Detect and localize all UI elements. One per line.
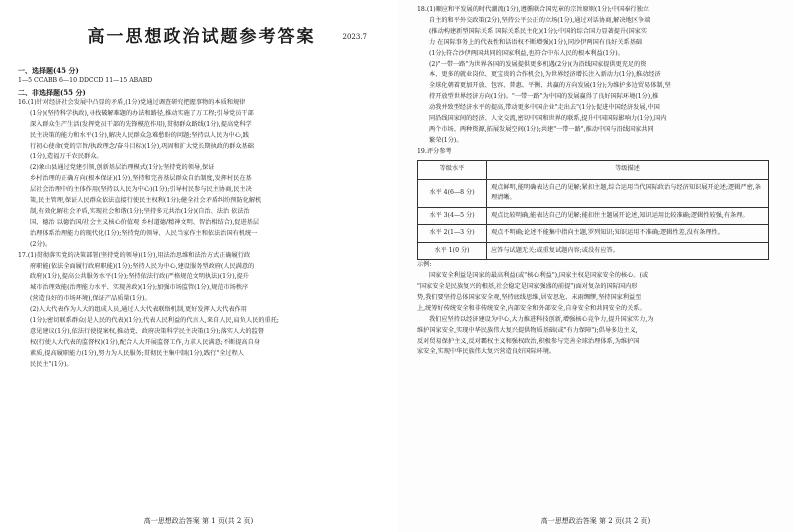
text-line: (1分)(坚持科学执政),寻找破解难题的办法和路径,推动实施了万工程;引导党员干部 xyxy=(30,109,254,117)
text-line: 势,我们要坚持总体国家安全观,坚持底线思维,居安思危、未雨绸缪,坚持国家利益至 xyxy=(417,293,642,301)
text-line: 16.(1)针对经济社会发展中凸显的矛盾,(1分)党通过调查研究把握事物的本质和规律 xyxy=(18,98,246,106)
text-line: (1分),造福万千农民群众。 xyxy=(30,153,103,161)
text-line: 18.(1)顺应和平发展的时代潮流(1分),遵循联合国宪章的宗旨原则(1分);中国奉行独立 xyxy=(417,6,649,13)
rubric-level: 水平 3(4—5 分) xyxy=(418,207,487,225)
text-line: 反对贸易保护主义,反对霸权主义和强权政治,积极参与完善全球治理体系,为维护国 xyxy=(417,337,640,345)
rubric-header-row xyxy=(418,160,769,179)
text-line: 深入群众生产生活(发挥党员干部的先锋模范作用),贯彻群众路线(1分),提高党科学 xyxy=(30,120,252,128)
text-line: 行初心使命(党的宗旨/执政理念/奋斗目标)(1分),巩固和扩大党长期执政的群众基础 xyxy=(30,142,254,150)
text-line: 同沿线国家间的经济、人文交流,密切中国和世界的联系,提升中国国际影响力(1分),国内 xyxy=(429,115,667,123)
example-text-block xyxy=(417,271,780,358)
rubric-header-level: 等级水平 xyxy=(418,160,487,179)
text-line: 全球化朝着更加开放、包容、普惠、平衡、共赢的方向发展(1分);为维护多边贸易体制,坚 xyxy=(429,82,671,90)
text-line: (1分);符合沙伊两国共同的国家利益,也符合中东人民的根本利益(1分)。 xyxy=(429,49,624,57)
rubric-table xyxy=(417,160,769,261)
text-line: 策,民主管理,保证人民群众依法直接行使民主权利(1分);健全社会矛盾纠纷预防化解机 xyxy=(30,197,262,205)
text-line: 权(行使人大代表的监督权)(1分),配合人大开展监督工作,力求人民满意;不断提高自身 xyxy=(30,338,260,346)
text-line: 政府)(1分),提高公共服务水平(1分);坚持依法行政(严格规范文明执法)(1分),提升 xyxy=(30,273,249,281)
text-line: 上,统筹好传统安全和非传统安全,内部安全和外部安全,自身安全和共同安全的关系。 xyxy=(417,304,646,312)
text-line: 意见建议(1分),依法行使提案权,推动党、政府决策科学民主决策(1分);落实人大的监督 xyxy=(30,327,264,335)
text-line: 本、更多的就业岗位、更宝贵的合作机会),为世界经济增长注入新动力(1分),推动经济 xyxy=(429,71,661,79)
text-line: 自主的和平外交政策(2分),坚持公平公正的立场(1分),通过对话协商,解决地区争端 xyxy=(429,16,651,24)
text-line: (营造良好的市场环境),保证产品质量(1分)。 xyxy=(30,295,151,303)
text-line: 动我并致型经济水平的提高,带动更多中国企业"走出去"(1分);促进中国经济发展,中国 xyxy=(429,104,660,112)
text-line: (2)象山县通过党建引领,创新基层治理模式(1分);坚持党的领导,保证 xyxy=(30,164,215,172)
rubric-description: 观点鲜明,能明确表达自己的见解;紧扣主题,综合运用当代国际政治与经济知识展开论述;逻辑严密,条理清晰。 xyxy=(487,179,769,207)
text-line: 力 在国际事务上的代表性和话语权不断增强)(1分),同沙伊两国有良好关系基础 xyxy=(429,38,643,46)
text-line: 持开放型世界经济方向(1分)。"一带一路"为中国的发展赢得了良好国际环境(1分),推 xyxy=(429,93,659,101)
text-line: 我们应坚持以经济建设为中心,大力推进科技创新,增强核心竞争力,提升国家实力,为 xyxy=(429,315,654,323)
rubric-description: 观点比较明确,能表达自己的见解;能扣住主题展开论述,知识运用比较准确;逻辑性较强,有条理。 xyxy=(487,207,769,225)
rubric-level: 水平 1(0 分) xyxy=(418,242,487,260)
text-line: "国家安全是民族复兴的根基,社会稳定是国家强盛的前提")面对复杂的国际国内形 xyxy=(417,283,638,290)
text-line: 繁荣(1分)。 xyxy=(429,136,463,144)
text-line: (2分)。 xyxy=(30,240,52,248)
text-line: 国、德治 以德治国/社会主义核心价值观 乡村道德/精神文明、智治相结合),促进基层 xyxy=(30,218,260,226)
text-line: 国家安全利益是国家的最高利益(或"核心利益"),国家主权是国家安全的核心。(或 xyxy=(429,272,649,280)
answer-text-block xyxy=(18,98,385,371)
page-footer: 高一思想政治答案 第 1 页(共 2 页) xyxy=(143,517,254,525)
multiple-choice-answers: 1—5 CCABB 6—10 DDCCD 11—15 ABABD xyxy=(18,77,153,84)
section-1-heading: 一、选择题(45 分) xyxy=(18,66,79,75)
rubric-description: 观点不明确;论述不能集中指向主题,罗列知识;知识运用不准确;逻辑性差,没有条理性。 xyxy=(487,225,769,243)
text-line: 城市治理效能(治理能力水平、实现善政)(1分);加强市场监管(1分),规范市场秩序 xyxy=(30,284,249,292)
text-line: (1分);密切联系群众(是人民的代表)(1分),代表人民利益的代言人,来自人民,肩负人民的重托; xyxy=(30,317,279,325)
page-2 xyxy=(397,0,794,532)
rubric-row xyxy=(418,207,769,225)
rubric-level: 水平 2(1—3 分) xyxy=(418,225,487,243)
text-line: 17.(1)贯彻落实党的决策部署(坚持党的领导)(1分),用法治思维和法治方式正确履行政 xyxy=(18,251,251,259)
document-title: 高一思想政治试题参考答案 xyxy=(87,27,316,47)
answer-18-block xyxy=(417,5,780,147)
text-line: 制,有效化解社会矛盾,实现社会和谐(1分);坚持多元共治(1分)(自治、法治 依法治 xyxy=(30,207,250,215)
text-line: (推动构建新型国际关系 国际关系民主化)(1分);中国的综合国力显著提升(国家实 xyxy=(429,27,648,35)
text-line: 府职能(依法全面履行政府职能)(1分);坚持人民为中心,建设服务型政府(人民满意的 xyxy=(30,262,255,270)
text-line: 两个市场、两种资源,拓展发展空间(1分);共建"一带一路",推动中国与沿线国家共同 xyxy=(429,125,654,133)
rubric-row xyxy=(418,179,769,207)
text-line: 家安全,实现中华民族伟大复兴营造良好国际环境。 xyxy=(417,348,556,356)
text-line: 素质,提高履职能力(1分),努力为人民服务;贯彻民主集中制(1分),践行"全过程人 xyxy=(30,349,244,357)
example-heading: 示例: xyxy=(417,261,432,269)
text-line: 维护国家安全,实现中华民族伟大复兴提供物质基础(或"有力保障");倡导多边主义, xyxy=(417,326,638,334)
document-date: 2023.7 xyxy=(342,33,367,41)
text-line: 层社会治理中的主体作用(坚持以人民为中心)(1分);引导村民参与民主协商,民主决 xyxy=(30,186,252,194)
text-line: 乡村治理的正确方向(根本保证)(1分),坚持和完善基层群众自治制度,发挥村民在基 xyxy=(30,175,252,183)
rubric-row xyxy=(418,242,769,260)
page-footer: 高一思想政治答案 第 2 页(共 2 页) xyxy=(540,517,651,525)
rubric-header-desc: 等级描述 xyxy=(487,160,769,179)
text-line: (2)"一带一路"为世界各国的发展提供更多机遇(2分)(为沿线国家提供更充足的资 xyxy=(429,60,647,68)
rubric-row xyxy=(418,225,769,243)
rubric-description: 应答与试题无关;或重复试题内容;或没有应答。 xyxy=(487,242,769,260)
text-line: (2)人大代表作为人大的组成人员,通过人大代表联络机制,更好发挥人大代表作用 xyxy=(30,306,247,314)
section-2-heading: 二、非选择题(55 分) xyxy=(18,87,86,97)
text-line: 民民主"(1分)。 xyxy=(30,360,73,368)
text-line: 民主决策的能力和水平(1分),解决人民群众急难愁盼的问题;坚持以人民为中心,践 xyxy=(30,131,249,139)
q19-heading: 19.评分参考 xyxy=(417,147,452,155)
text-line: 治理体系治理能力的现代化(1分);坚持党的领导、人民当家作主和依法治国有机统一 xyxy=(30,229,258,237)
rubric-level: 水平 4(6—8 分) xyxy=(418,179,487,207)
